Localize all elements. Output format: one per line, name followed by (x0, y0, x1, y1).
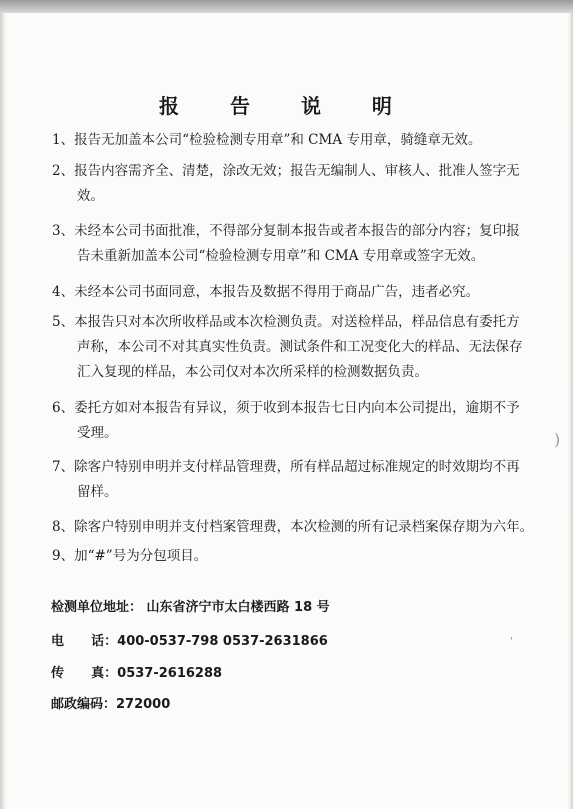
page-title: 报 告 说 明 (159, 94, 414, 118)
notice-line: 9、加“#”号为分包项目。 (52, 548, 208, 564)
notice-item-6 (52, 396, 530, 446)
notice-line: 汇入复现的样品，本公司仅对本次所采样的检测数据负责。 (77, 364, 428, 380)
notice-line: 2、报告内容需齐全、清楚，涂改无效；报告无编制人、审核人、批准人签字无 (52, 163, 520, 179)
scan-left-shadow (0, 13, 6, 809)
notice-item-3 (52, 219, 530, 269)
scan-right-shadow (568, 13, 573, 809)
notice-item-7 (52, 455, 530, 505)
notice-item-4 (52, 280, 530, 305)
notice-line: 留样。 (77, 484, 118, 500)
notice-line: 声称，本公司不对其真实性负责。测试条件和工况变化大的样品、无法保存 (77, 339, 523, 355)
notice-line: 3、未经本公司书面批准，不得部分复制本报告或者本报告的部分内容；复印报 (52, 223, 520, 239)
notice-line: 4、未经本公司书面同意，本报告及数据不得用于商品广告，违者必究。 (52, 284, 480, 300)
notice-item-1 (52, 128, 530, 153)
notice-item-9 (52, 544, 530, 569)
scan-binding-mark: ) (554, 430, 561, 449)
notice-line: 7、除客户特别申明并支付样品管理费，所有样品超过标准规定的时效期均不再 (52, 459, 520, 475)
notice-line: 效。 (77, 188, 104, 204)
notice-item-8 (52, 515, 534, 540)
notice-line: 5、本报告只对本次所收样品或本次检测负责。对送检样品，样品信息有委托方 (52, 314, 520, 330)
notice-line: 8、除客户特别申明并支付档案管理费，本次检测的所有记录档案保存期为六年。 (52, 519, 534, 535)
notice-line: 6、委托方如对本报告有异议，须于收到本报告七日内向本公司提出，逾期不予 (52, 400, 520, 416)
contact-postcode: 邮政编码：272000 (51, 697, 171, 712)
contact-address: 检测单位地址： 山东省济宁市太白楼西路 18 号 (51, 600, 330, 615)
contact-phone: 电 话：400-0537-798 0537-2631866 (51, 634, 328, 649)
notice-item-2 (52, 159, 530, 209)
notice-line: 受理。 (77, 425, 118, 441)
notice-item-5 (52, 310, 530, 385)
scan-top-edge (0, 0, 573, 13)
scan-speck: ˈ (510, 637, 513, 648)
notice-line: 1、报告无加盖本公司“检验检测专用章”和 CMA 专用章，骑缝章无效。 (52, 132, 482, 148)
notice-line: 告未重新加盖本公司“检验检测专用章”和 CMA 专用章或签字无效。 (77, 248, 485, 264)
contact-fax: 传 真：0537-2616288 (51, 666, 223, 681)
